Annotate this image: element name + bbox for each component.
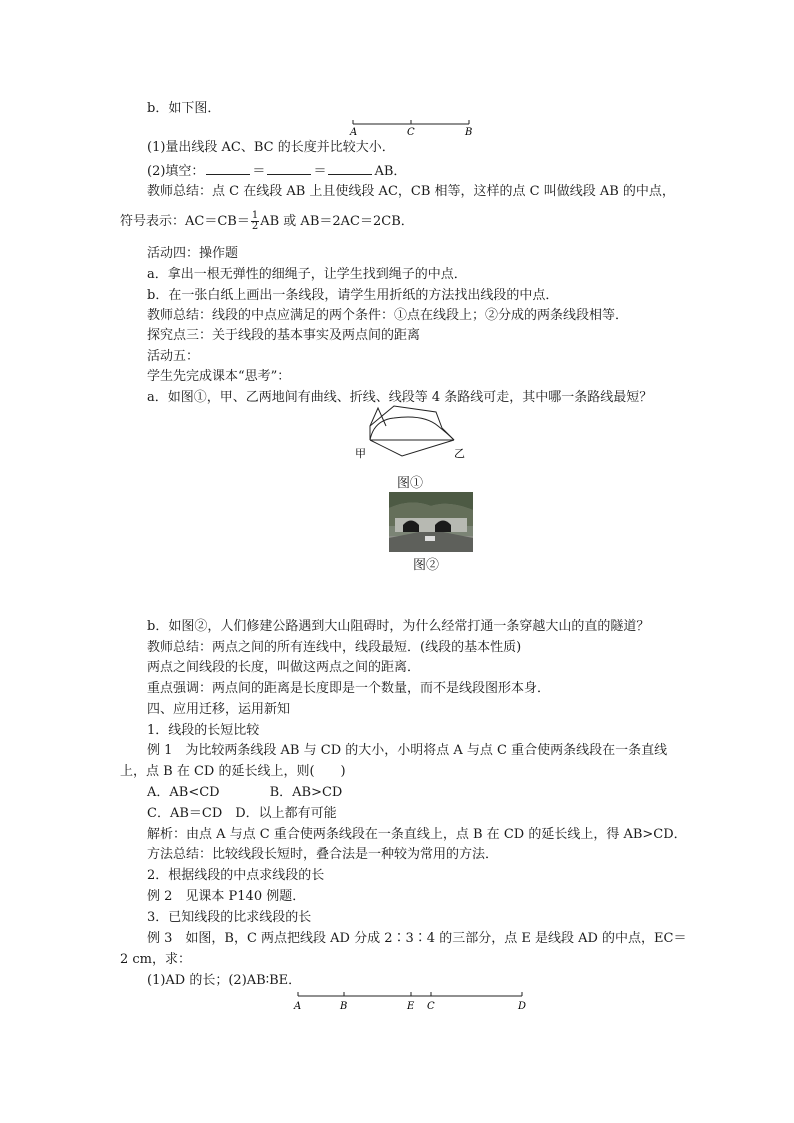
- fill-blank-line: (2)填空： ＝ ＝ AB．: [147, 161, 406, 181]
- text-line: a．如图①，甲、乙两地间有曲线、折线、线段等 4 条路线可走，其中哪一条路线最短？: [147, 390, 653, 405]
- text-line: 教师总结：两点之间的所有连线中，线段最短．(线段的基本性质): [147, 640, 522, 655]
- text-line: 活动五：: [147, 349, 200, 364]
- text-line: 学生先完成课本“思考”：: [147, 369, 291, 384]
- label-b: B: [465, 127, 473, 138]
- subsection-heading: 1．线段的长短比较: [147, 723, 260, 738]
- text-line: 重点强调：两点间的距离是长度即是一个数量，而不是线段图形本身．: [147, 681, 551, 696]
- fraction: $\frac{1}{2}$: [251, 210, 259, 232]
- options-line: A．AB<CD B．AB>CD: [147, 785, 343, 800]
- options-line: C．AB＝CD D．以上都有可能: [147, 806, 337, 821]
- label-jia: 甲: [355, 447, 366, 460]
- label-c: C: [427, 1001, 435, 1012]
- label-a: A: [294, 1001, 302, 1012]
- label-yi: 乙: [454, 447, 465, 460]
- text-line: b．如图②，人们修建公路遇到大山阻碍时，为什么经常打通一条穿越大山的直的隧道？: [147, 619, 650, 634]
- text-line: 教师总结：点 C 在线段 AB 上且使线段 AC，CB 相等，这样的点 C 叫做线段 AB 的中点，: [147, 184, 675, 199]
- label-b: B: [340, 1001, 348, 1012]
- blank: [267, 161, 311, 175]
- label-a: A: [350, 127, 358, 138]
- label-d: D: [518, 1001, 527, 1012]
- text-line: 方法总结：比较线段长短时，叠合法是一种较为常用的方法．: [147, 847, 499, 862]
- subsection-heading: 3．已知线段的比求线段的长: [147, 910, 312, 925]
- text-line: 两点之间线段的长度，叫做这两点之间的距离．: [147, 660, 421, 675]
- example-line: 上，点 B 在 CD 的延长线上，则( ): [120, 764, 346, 779]
- route-figure: [354, 404, 469, 462]
- blank: [206, 161, 250, 175]
- text-line: (1)量出线段 AC、BC 的长度并比较大小．: [147, 140, 395, 155]
- text-line: 教师总结：线段的中点应满足的两个条件：①点在线段上；②分成的两条线段相等．: [147, 308, 629, 323]
- label-e: E: [407, 1001, 415, 1012]
- heading-line: 活动四：操作题: [147, 246, 239, 261]
- figure-caption-2: 图②: [413, 558, 440, 573]
- tunnel-photo: [389, 492, 473, 552]
- example-line: 2 cm，求：: [120, 952, 192, 967]
- example-line: 例 2 见课本 P140 例题．: [147, 889, 306, 904]
- subsection-heading: 2．根据线段的中点求线段的长: [147, 868, 325, 883]
- segment-figure-abecd: [290, 990, 530, 1012]
- text-line: (1)AD 的长；(2)AB∶BE．: [147, 973, 302, 988]
- text-line: b．如下图．: [147, 101, 221, 116]
- segment-figure-acb: [345, 118, 480, 138]
- blank: [328, 161, 372, 175]
- section-heading: 四、应用迁移，运用新知: [147, 702, 291, 717]
- text-line: b．在一张白纸上画出一条线段，请学生用折纸的方法找出线段的中点．: [147, 288, 559, 303]
- example-line: 例 3 如图，B，C 两点把线段 AD 分成 2∶3∶4 的三部分，点 E 是线段 AD 的中点，EC＝: [147, 931, 687, 946]
- text-line: 解析：由点 A 与点 C 重合使两条线段在一条直线上，点 B 在 CD 的延长线上，得 AB>CD．: [147, 827, 687, 842]
- label-c: C: [407, 127, 415, 138]
- symbol-line: 符号表示：AC＝CB＝ $\frac{1}{2}$ AB 或 AB＝2AC＝2CB．: [120, 210, 414, 232]
- text-line: 探究点三：关于线段的基本事实及两点间的距离: [147, 328, 421, 343]
- text-line: a．拿出一根无弹性的细绳子，让学生找到绳子的中点．: [147, 267, 467, 282]
- figure-caption-1: 图①: [397, 476, 424, 491]
- example-line: 例 1 为比较两条线段 AB 与 CD 的大小，小明将点 A 与点 C 重合使两条线段在一条直线: [147, 743, 668, 758]
